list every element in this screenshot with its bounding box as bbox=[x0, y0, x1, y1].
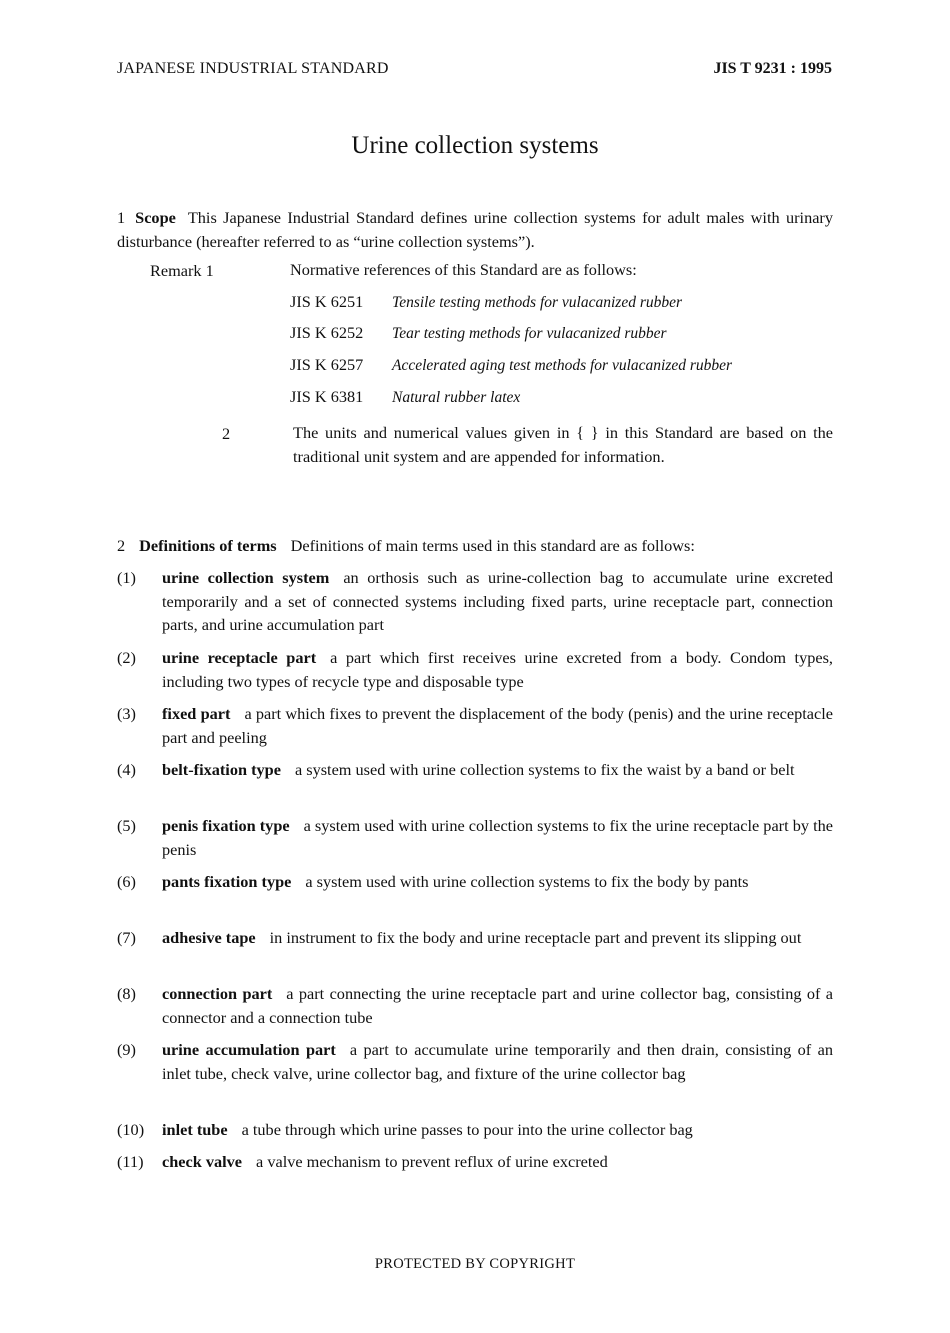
definition-number: (2) bbox=[117, 648, 136, 667]
section-number: 1 bbox=[117, 208, 126, 227]
reference-code: JIS K 6251 bbox=[290, 292, 364, 311]
definition-number: (11) bbox=[117, 1152, 144, 1171]
definition-text: in instrument to fix the body and urine receptacle part and prevent its slipping out bbox=[269, 928, 802, 947]
definition-item bbox=[162, 646, 833, 693]
definition-term: urine accumulation part bbox=[162, 1040, 336, 1059]
section-heading: Definitions of terms bbox=[139, 536, 277, 555]
definition-item bbox=[162, 982, 833, 1029]
definition-number: (6) bbox=[117, 872, 136, 891]
definition-text: a system used with urine collection systems to fix the urine receptacle part by the penis bbox=[162, 816, 833, 859]
reference-title: Accelerated aging test methods for vulacanized rubber bbox=[392, 357, 733, 374]
definition-number: (7) bbox=[117, 928, 136, 947]
definition-term: inlet tube bbox=[162, 1120, 228, 1139]
definition-number: (9) bbox=[117, 1040, 136, 1059]
remark-text: Normative references of this Standard are as follows: bbox=[290, 260, 637, 279]
definition-number: (8) bbox=[117, 984, 136, 1003]
definitions-heading-paragraph bbox=[117, 534, 833, 558]
definition-term: urine receptacle part bbox=[162, 648, 317, 667]
definition-term: check valve bbox=[162, 1152, 243, 1171]
reference-title: Tensile testing methods for vulacanized rubber bbox=[392, 294, 683, 311]
reference-row bbox=[290, 355, 732, 375]
definition-term: fixed part bbox=[162, 704, 231, 723]
reference-row bbox=[290, 292, 682, 312]
reference-row bbox=[290, 323, 667, 343]
header-standard-number: JIS T 9231 : 1995 bbox=[713, 60, 832, 77]
definition-text: a part to accumulate urine temporarily and then drain, consisting of an inlet tube, check valve, urine collector bag, and fixture of the urine collector bag bbox=[162, 1040, 834, 1083]
definition-item bbox=[162, 870, 833, 894]
definition-text: a part connecting the urine receptacle part and urine collector bag, consisting of a connector and a connection tube bbox=[162, 984, 834, 1027]
section-number: 2 bbox=[117, 536, 126, 555]
reference-title: Natural rubber latex bbox=[392, 389, 521, 406]
reference-row bbox=[290, 387, 520, 407]
reference-title: Tear testing methods for vulacanized rubber bbox=[392, 325, 667, 342]
definition-number: (4) bbox=[117, 760, 136, 779]
scope-text: This Japanese Industrial Standard defines urine collection systems for adult males with urinary disturbance (hereafter referred to as “urine collection systems”). bbox=[117, 208, 833, 251]
definition-text: a valve mechanism to prevent reflux of urine excreted bbox=[256, 1152, 608, 1171]
remark-text: The units and numerical values given in { } in this Standard are based on the traditional unit system and are appended for information. bbox=[293, 423, 833, 466]
definitions-intro: Definitions of main terms used in this standard are as follows: bbox=[290, 536, 695, 555]
remark-label: 2 bbox=[222, 424, 231, 443]
definition-term: pants fixation type bbox=[162, 872, 292, 891]
copyright-footer: PROTECTED BY COPYRIGHT bbox=[374, 1256, 576, 1272]
definition-text: a part which first receives urine excreted from a body. Condom types, including two types of recycle type and disposable type bbox=[162, 648, 833, 691]
definition-text: a part which fixes to prevent the displacement of the body (penis) and the urine receptacle part and peeling bbox=[162, 704, 833, 747]
reference-code: JIS K 6257 bbox=[290, 355, 364, 374]
definition-number: (5) bbox=[117, 816, 136, 835]
reference-code: JIS K 6381 bbox=[290, 387, 364, 406]
definition-term: urine collection system bbox=[162, 568, 330, 587]
definition-text: a system used with urine collection systems to fix the waist by a band or belt bbox=[294, 760, 795, 779]
definition-item bbox=[162, 566, 833, 637]
definition-item bbox=[162, 926, 833, 950]
page-title: Urine collection systems bbox=[351, 132, 599, 159]
definition-number: (10) bbox=[117, 1120, 145, 1139]
scope-paragraph bbox=[117, 206, 833, 253]
definition-term: belt-fixation type bbox=[162, 760, 281, 779]
definition-text: a tube through which urine passes to pour into the urine collector bag bbox=[241, 1120, 693, 1139]
definition-number: (3) bbox=[117, 704, 136, 723]
definition-text: a system used with urine collection systems to fix the body by pants bbox=[305, 872, 749, 891]
definition-number: (1) bbox=[117, 568, 136, 587]
definition-item bbox=[162, 1150, 833, 1174]
definition-item bbox=[162, 758, 833, 782]
definition-term: connection part bbox=[162, 984, 273, 1003]
definition-item bbox=[162, 1038, 833, 1085]
definition-term: penis fixation type bbox=[162, 816, 290, 835]
reference-code: JIS K 6252 bbox=[290, 323, 364, 342]
header-standard-name: JAPANESE INDUSTRIAL STANDARD bbox=[117, 60, 389, 77]
definition-text: an orthosis such as urine-collection bag to accumulate urine excreted temporarily and a set of connected systems including fixed parts, urine receptacle part, connection parts, and urine accumulation part bbox=[162, 568, 834, 634]
section-heading: Scope bbox=[135, 208, 176, 227]
definition-item bbox=[162, 702, 833, 749]
definition-term: adhesive tape bbox=[162, 928, 256, 947]
definition-item bbox=[162, 814, 833, 861]
definition-item bbox=[162, 1118, 833, 1142]
remark-label: Remark 1 bbox=[150, 261, 214, 280]
